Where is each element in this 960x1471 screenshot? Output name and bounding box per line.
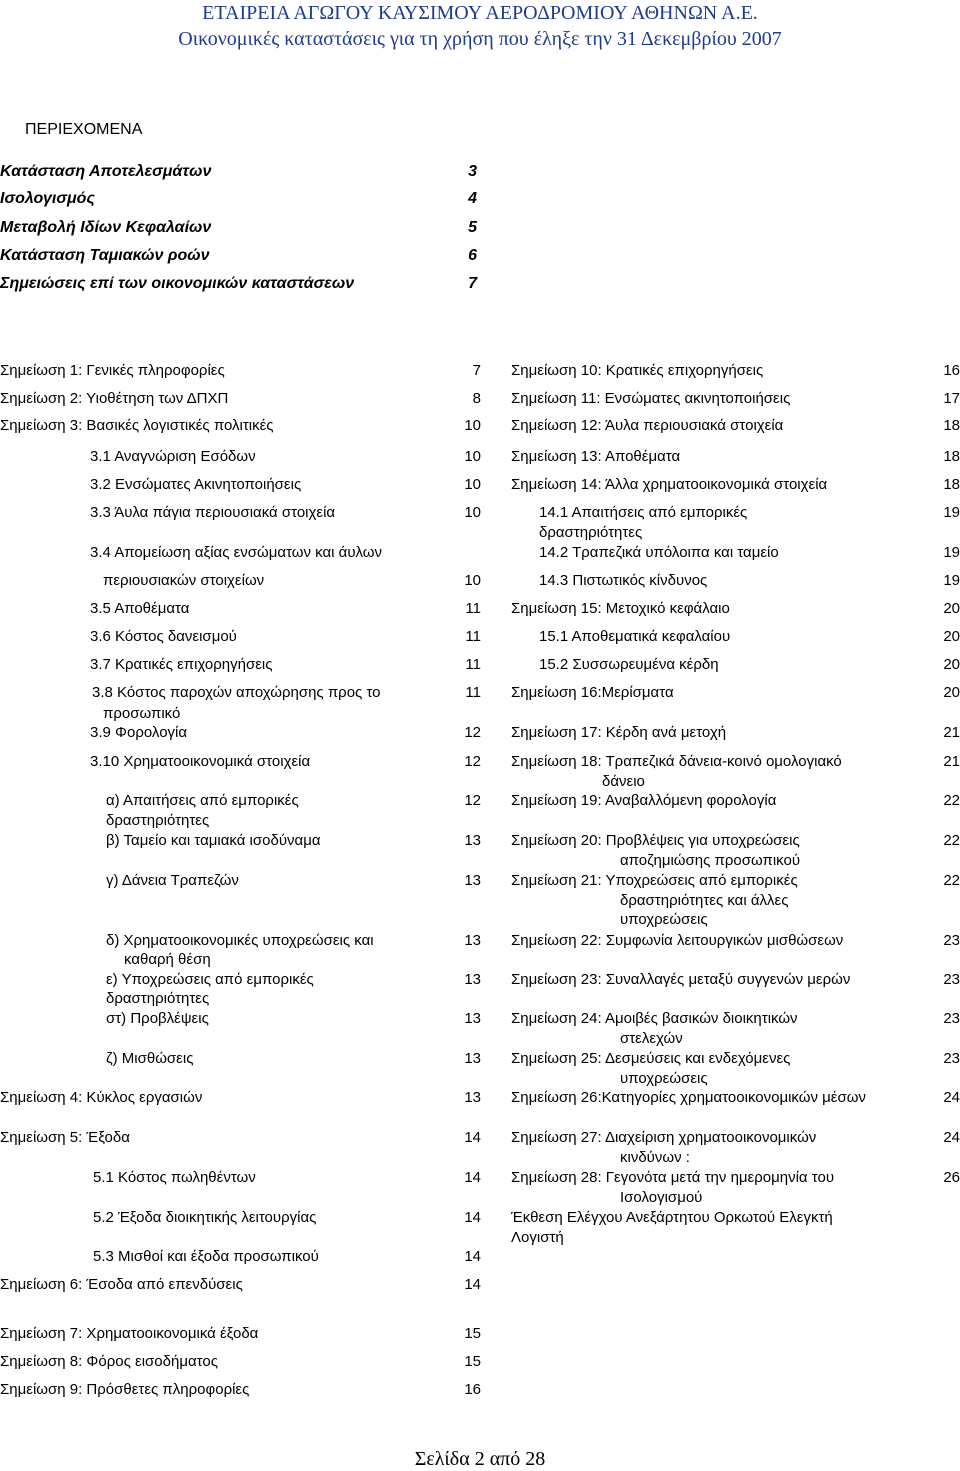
toc-entry-label: Σημείωση 17: Κέρδη ανά μετοχή [511, 724, 727, 741]
toc-entry-label: Σημείωση 20: Προβλέψεις για υποχρεώσεις [511, 832, 800, 849]
toc-entry-page: 20 [943, 628, 960, 645]
toc-entry-label: ε) Υποχρεώσεις από εμπορικές [106, 971, 314, 988]
toc-entry-label: υποχρεώσεις [620, 911, 708, 928]
toc-entry-label: Σημείωση 9: Πρόσθετες πληροφορίες [0, 1381, 250, 1398]
toc-entry-label: 14.3 Πιστωτικός κίνδυνος [539, 572, 708, 589]
toc-entry-label: καθαρή θέση [124, 951, 211, 968]
toc-entry-label: Σημείωση 21: Υποχρεώσεις από εμπορικές [511, 872, 798, 889]
statements-subtitle: Οικονομικές καταστάσεις για τη χρήση που έληξε την 31 Δεκεμβρίου 2007 [178, 28, 782, 50]
toc-entry-label: 14.1 Απαιτήσεις από εμπορικές [539, 504, 748, 521]
toc-entry-label: Σημείωση 5: Έξοδα [0, 1129, 130, 1146]
toc-entry-page: 22 [943, 872, 960, 889]
toc-entry-label: Σημείωση 26:Κατηγορίες χρηματοοικονομικών μέσων [511, 1089, 866, 1106]
toc-entry-label: Κατάσταση Αποτελεσμάτων [0, 163, 212, 180]
toc-entry-page: 23 [943, 971, 960, 988]
toc-entry-page: 10 [464, 504, 481, 521]
toc-entry-label: 3.4 Απομείωση αξίας ενσώματων και άυλων [90, 544, 383, 561]
toc-entry-page: 15 [464, 1325, 481, 1342]
toc-entry-label: 5.2 Έξοδα διοικητικής λειτουργίας [93, 1209, 317, 1226]
toc-entry-label: δραστηριότητες [539, 524, 643, 541]
toc-entry-label: Σημείωση 4: Κύκλος εργασιών [0, 1089, 203, 1106]
toc-entry-page: 10 [464, 448, 481, 465]
toc-entry-label: αποζημιώσης προσωπικού [620, 852, 801, 869]
toc-entry-page: 14 [464, 1276, 481, 1293]
toc-entry-page: 17 [943, 390, 960, 407]
toc-entry-label: κινδύνων : [620, 1149, 690, 1166]
toc-entry-label: Σημείωση 14: Άλλα χρηματοοικονομικά στοιχεία [511, 476, 828, 493]
toc-entry-label: 3.10 Χρηματοοικονομικά στοιχεία [90, 753, 311, 770]
toc-entry-page: 10 [464, 417, 481, 434]
toc-entry-label: δραστηριότητες [106, 990, 210, 1007]
toc-entry-page: 26 [943, 1169, 960, 1186]
toc-entry-label: περιουσιακών στοιχείων [103, 572, 265, 589]
toc-entry-page: 12 [464, 753, 481, 770]
toc-entry-page: 10 [464, 572, 481, 589]
toc-entry-label: Σημείωση 24: Αμοιβές βασικών διοικητικών [511, 1010, 798, 1027]
toc-entry-page: 22 [943, 792, 960, 809]
toc-entry-label: Σημείωση 16:Μερίσματα [511, 684, 674, 701]
toc-entry-label: γ) Δάνεια Τραπεζών [106, 872, 239, 889]
toc-entry-label: Σημείωση 25: Δεσμεύσεις και ενδεχόμενες [511, 1050, 791, 1067]
toc-entry-page: 19 [943, 504, 960, 521]
toc-entry-page: 19 [943, 572, 960, 589]
toc-entry-page: 18 [943, 448, 960, 465]
toc-entry-page: 20 [943, 684, 960, 701]
toc-entry-page: 5 [468, 219, 477, 236]
toc-entry-page: 14 [464, 1248, 481, 1265]
toc-entry-page: 13 [464, 832, 481, 849]
toc-entry-page: 21 [943, 753, 960, 770]
toc-entry-label: Σημείωση 19: Αναβαλλόμενη φορολογία [511, 792, 777, 809]
toc-entry-page: 13 [464, 1089, 481, 1106]
toc-entry-label: Λογιστή [511, 1229, 564, 1246]
toc-entry-page: 18 [943, 417, 960, 434]
toc-entry-label: Σημείωση 12: Άυλα περιουσιακά στοιχεία [511, 417, 784, 434]
toc-entry-label: 3.5 Αποθέματα [90, 600, 190, 617]
toc-entry-label: Σημείωση 11: Ενσώματες ακινητοποιήσεις [511, 390, 791, 407]
toc-entry-label: 3.9 Φορολογία [90, 724, 188, 741]
toc-entry-label: Σημείωση 23: Συναλλαγές μεταξύ συγγενών μερών [511, 971, 851, 988]
toc-entry-page: 14 [464, 1169, 481, 1186]
toc-entry-page: 13 [464, 932, 481, 949]
toc-entry-page: 4 [468, 190, 477, 207]
toc-entry-page: 14 [464, 1129, 481, 1146]
toc-entry-label: 3.3 Άυλα πάγια περιουσιακά στοιχεία [90, 504, 336, 521]
toc-entry-page: 22 [943, 832, 960, 849]
toc-entry-label: Σημείωση 8: Φόρος εισοδήματος [0, 1353, 218, 1370]
toc-entry-page: 16 [943, 362, 960, 379]
toc-entry-page: 11 [465, 684, 481, 701]
toc-entry-page: 18 [943, 476, 960, 493]
toc-entry-label: Κατάσταση Ταμιακών ροών [0, 247, 210, 264]
toc-entry-label: Σημείωση 6: Έσοδα από επενδύσεις [0, 1276, 243, 1293]
toc-entry-page: 19 [943, 544, 960, 561]
toc-entry-label: δάνειο [602, 773, 645, 790]
toc-entry-label: Σημείωση 28: Γεγονότα μετά την ημερομηνία του [511, 1169, 835, 1186]
toc-entry-page: 12 [464, 724, 481, 741]
toc-entry-label: Μεταβολή Ιδίων Κεφαλαίων [0, 219, 212, 236]
toc-entry-label: 3.1 Αναγνώριση Εσόδων [90, 448, 256, 465]
toc-entry-label: στ) Προβλέψεις [106, 1010, 209, 1027]
toc-entry-label: υποχρεώσεις [620, 1070, 708, 1087]
toc-entry-label: 5.3 Μισθοί και έξοδα προσωπικού [93, 1248, 319, 1265]
toc-entry-page: 24 [943, 1129, 960, 1146]
toc-entry-label: Σημειώσεις επί των οικονομικών καταστάσεων [0, 275, 355, 292]
toc-entry-label: Σημείωση 2: Υιοθέτηση των ΔΠΧΠ [0, 390, 229, 407]
company-title: ΕΤΑΙΡΕΙΑ ΑΓΩΓΟΥ ΚΑΥΣΙΜΟΥ ΑΕΡΟΔΡΟΜΙΟΥ ΑΘΗΝΩΝ Α.Ε. [202, 2, 758, 24]
toc-entry-label: δραστηριότητες και άλλες [620, 892, 789, 909]
toc-entry-label: προσωπικό [103, 705, 181, 722]
toc-entry-page: 7 [472, 362, 481, 379]
toc-entry-page: 3 [468, 163, 477, 180]
toc-entry-page: 23 [943, 1050, 960, 1067]
toc-entry-page: 23 [943, 1010, 960, 1027]
toc-entry-label: Σημείωση 10: Κρατικές επιχορηγήσεις [511, 362, 764, 379]
toc-entry-label: 5.1 Κόστος πωληθέντων [93, 1169, 256, 1186]
toc-entry-label: Σημείωση 1: Γενικές πληροφορίες [0, 362, 225, 379]
toc-entry-page: 7 [468, 275, 477, 292]
toc-entry-page: 13 [464, 971, 481, 988]
toc-entry-label: Σημείωση 7: Χρηματοοικονομικά έξοδα [0, 1325, 259, 1342]
toc-entry-label: α) Απαιτήσεις από εμπορικές [106, 792, 299, 809]
toc-entry-label: 15.1 Αποθεματικά κεφαλαίου [539, 628, 731, 645]
toc-entry-label: Σημείωση 18: Τραπεζικά δάνεια-κοινό ομολογιακό [511, 753, 842, 770]
toc-entry-label: δ) Χρηματοοικονομικές υποχρεώσεις και [106, 932, 374, 949]
toc-entry-page: 10 [464, 476, 481, 493]
toc-entry-page: 13 [464, 1050, 481, 1067]
toc-entry-label: 3.2 Ενσώματες Ακινητοποιήσεις [90, 476, 302, 493]
toc-entry-label: Σημείωση 3: Βασικές λογιστικές πολιτικές [0, 417, 274, 434]
toc-entry-label: δραστηριότητες [106, 812, 210, 829]
toc-entry-label: β) Ταμείο και ταμιακά ισοδύναμα [106, 832, 321, 849]
toc-entry-label: 15.2 Συσσωρευμένα κέρδη [539, 656, 719, 673]
toc-entry-label: Σημείωση 22: Συμφωνία λειτουργικών μισθώσεων [511, 932, 844, 949]
toc-entry-page: 21 [943, 724, 960, 741]
toc-entry-label: Ισολογισμού [620, 1189, 703, 1206]
toc-entry-page: 20 [943, 600, 960, 617]
toc-entry-label: 3.6 Κόστος δανεισμού [90, 628, 237, 645]
toc-entry-label: ζ) Μισθώσεις [106, 1050, 194, 1067]
toc-entry-label: Έκθεση Ελέγχου Ανεξάρτητου Ορκωτού Ελεγκτή [511, 1209, 833, 1226]
toc-entry-label: 14.2 Τραπεζικά υπόλοιπα και ταμείο [539, 544, 779, 561]
toc-entry-page: 24 [943, 1089, 960, 1106]
toc-entry-page: 13 [464, 1010, 481, 1027]
toc-entry-page: 16 [464, 1381, 481, 1398]
toc-entry-page: 20 [943, 656, 960, 673]
toc-entry-label: 3.7 Κρατικές επιχορηγήσεις [90, 656, 273, 673]
toc-entry-page: 13 [464, 872, 481, 889]
toc-entry-page: 23 [943, 932, 960, 949]
page-footer: Σελίδα 2 από 28 [414, 1448, 546, 1470]
toc-entry-page: 11 [465, 656, 481, 673]
toc-entry-label: Ισολογισμός [0, 190, 95, 207]
toc-entry-page: 11 [465, 628, 481, 645]
toc-entry-page: 6 [468, 247, 477, 264]
toc-entry-page: 8 [472, 390, 481, 407]
toc-entry-label: Σημείωση 15: Μετοχικό κεφάλαιο [511, 600, 730, 617]
contents-title: ΠΕΡΙΕΧΟΜΕΝΑ [25, 121, 143, 138]
toc-entry-page: 14 [464, 1209, 481, 1226]
toc-entry-label: Σημείωση 13: Αποθέματα [511, 448, 681, 465]
toc-entry-page: 11 [465, 600, 481, 617]
toc-entry-page: 15 [464, 1353, 481, 1370]
toc-entry-page: 12 [464, 792, 481, 809]
toc-entry-label: Σημείωση 27: Διαχείριση χρηματοοικονομικών [511, 1129, 817, 1146]
toc-entry-label: 3.8 Κόστος παροχών αποχώρησης προς το [92, 684, 381, 701]
toc-entry-label: στελεχών [620, 1030, 683, 1047]
